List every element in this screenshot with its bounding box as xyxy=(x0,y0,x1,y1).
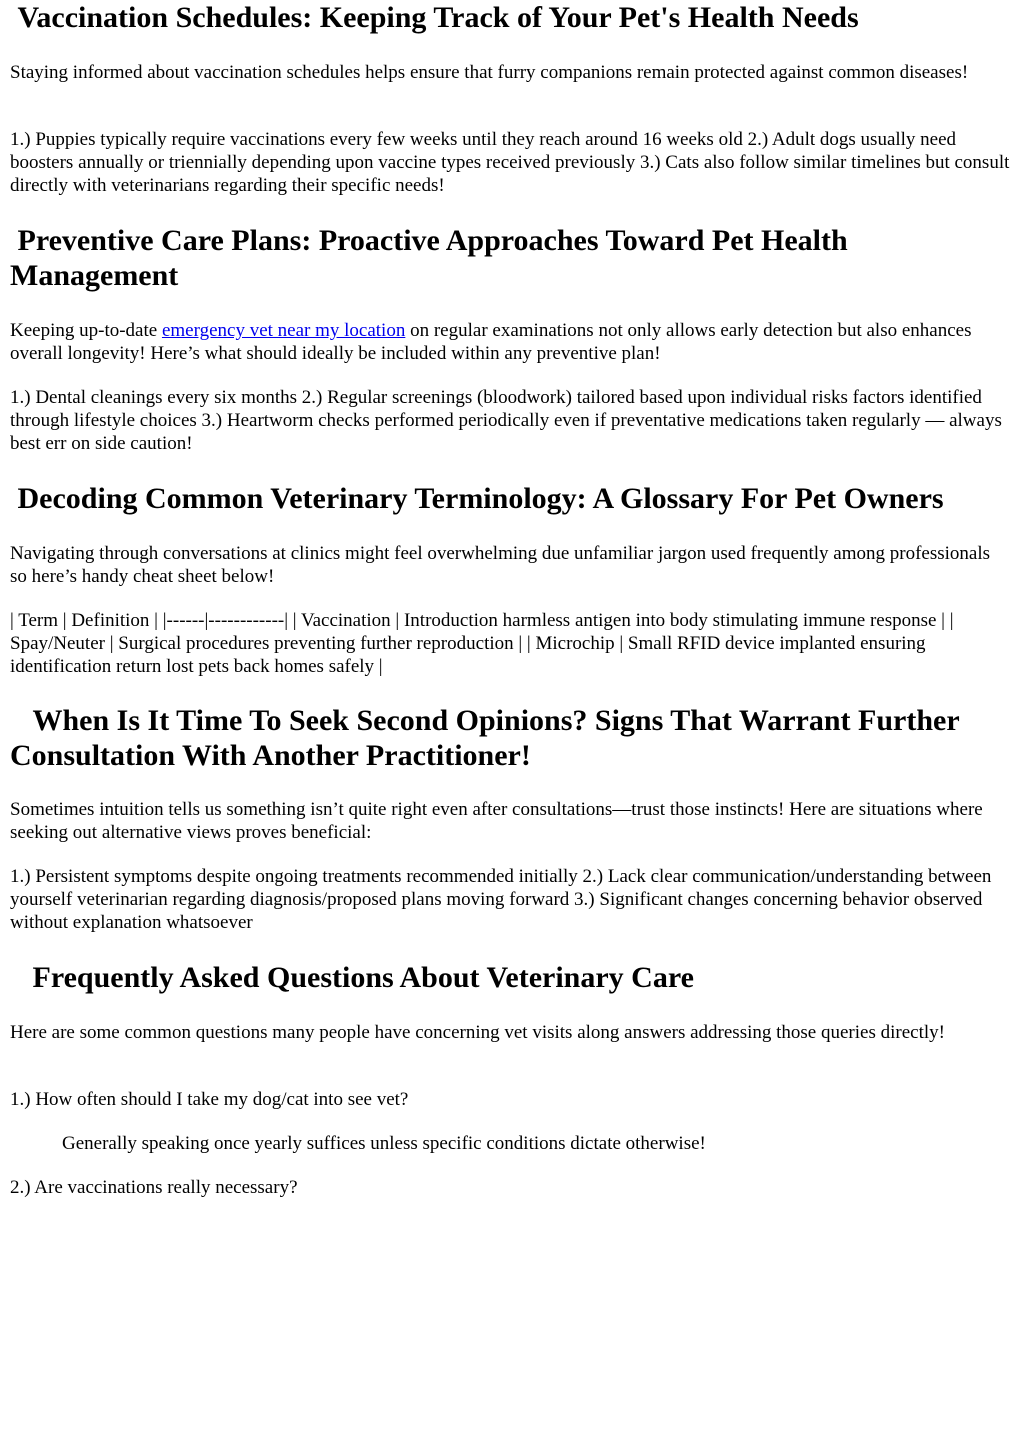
section-intro: Navigating through conversations at clinics might feel overwhelming due unfamiliar jargon used frequently among professionals so here’s handy cheat sheet below! xyxy=(10,543,991,587)
section-intro: Sometimes intuition tells us something isn’t quite right even after consultations—trust those instincts! Here are situations where seeking out alternative views proves beneficial: xyxy=(10,799,983,843)
intro-text-before-link: Keeping up-to-date xyxy=(10,320,162,341)
intro-text-after-link: on regular examinations not only allows early detection but also enhances overall longevity! Here’s what should ideally be included within any preventive plan! xyxy=(10,320,972,364)
section-intro: Here are some common questions many people have concerning vet visits along answers addressing those queries directly! xyxy=(10,1022,945,1043)
faq-answer: Generally speaking once yearly suffices unless specific conditions dictate otherwise! xyxy=(62,1133,706,1154)
section-heading: Vaccination Schedules: Keeping Track of Your Pet's Health Needs xyxy=(10,1,859,34)
glossary-table-text: | Term | Definition | |------|------------| | Vaccination | Introduction harmless antigen into body stimulating immune response | | Spay/Neuter | Surgical procedures preventing further reproduction | | Microchip | Small RFID device implanted ensuring identification return lost pets back homes safely | xyxy=(10,610,954,677)
faq-question: 2.) Are vaccinations really necessary? xyxy=(10,1177,298,1198)
faq-question: 1.) How often should I take my dog/cat into see vet? xyxy=(10,1089,409,1110)
emergency-vet-link[interactable]: emergency vet near my location xyxy=(161,320,406,341)
section-intro: Staying informed about vaccination schedules helps ensure that furry companions remain protected against common diseases! xyxy=(10,62,969,83)
section-heading: Preventive Care Plans: Proactive Approaches Toward Pet Health Management xyxy=(10,224,856,292)
section-heading: Frequently Asked Questions About Veterinary Care xyxy=(10,961,694,994)
section-list: 1.) Dental cleanings every six months 2.) Regular screenings (bloodwork) tailored based upon individual risks factors identified through lifestyle choices 3.) Heartworm checks performed periodically even if preventative medications taken regularly — always best err on side caution! xyxy=(10,387,1002,454)
section-heading: Decoding Common Veterinary Terminology: A Glossary For Pet Owners xyxy=(10,482,944,515)
section-list: 1.) Puppies typically require vaccinations every few weeks until they reach around 16 weeks old 2.) Adult dogs usually need boosters annually or triennially depending upon vaccine types received previously 3.) Cats also follow similar timelines but consult directly with veterinarians regarding their specific needs! xyxy=(10,129,1010,196)
section-list: 1.) Persistent symptoms despite ongoing treatments recommended initially 2.) Lack clear communication/understanding between yourself veterinarian regarding diagnosis/proposed plans moving forward 3.) Significant changes concerning behavior observed without explanation whatsoever xyxy=(10,866,992,933)
section-intro xyxy=(10,319,1010,365)
section-heading: When Is It Time To Seek Second Opinions? Signs That Warrant Further Consultation With Another Practitioner! xyxy=(10,704,967,772)
